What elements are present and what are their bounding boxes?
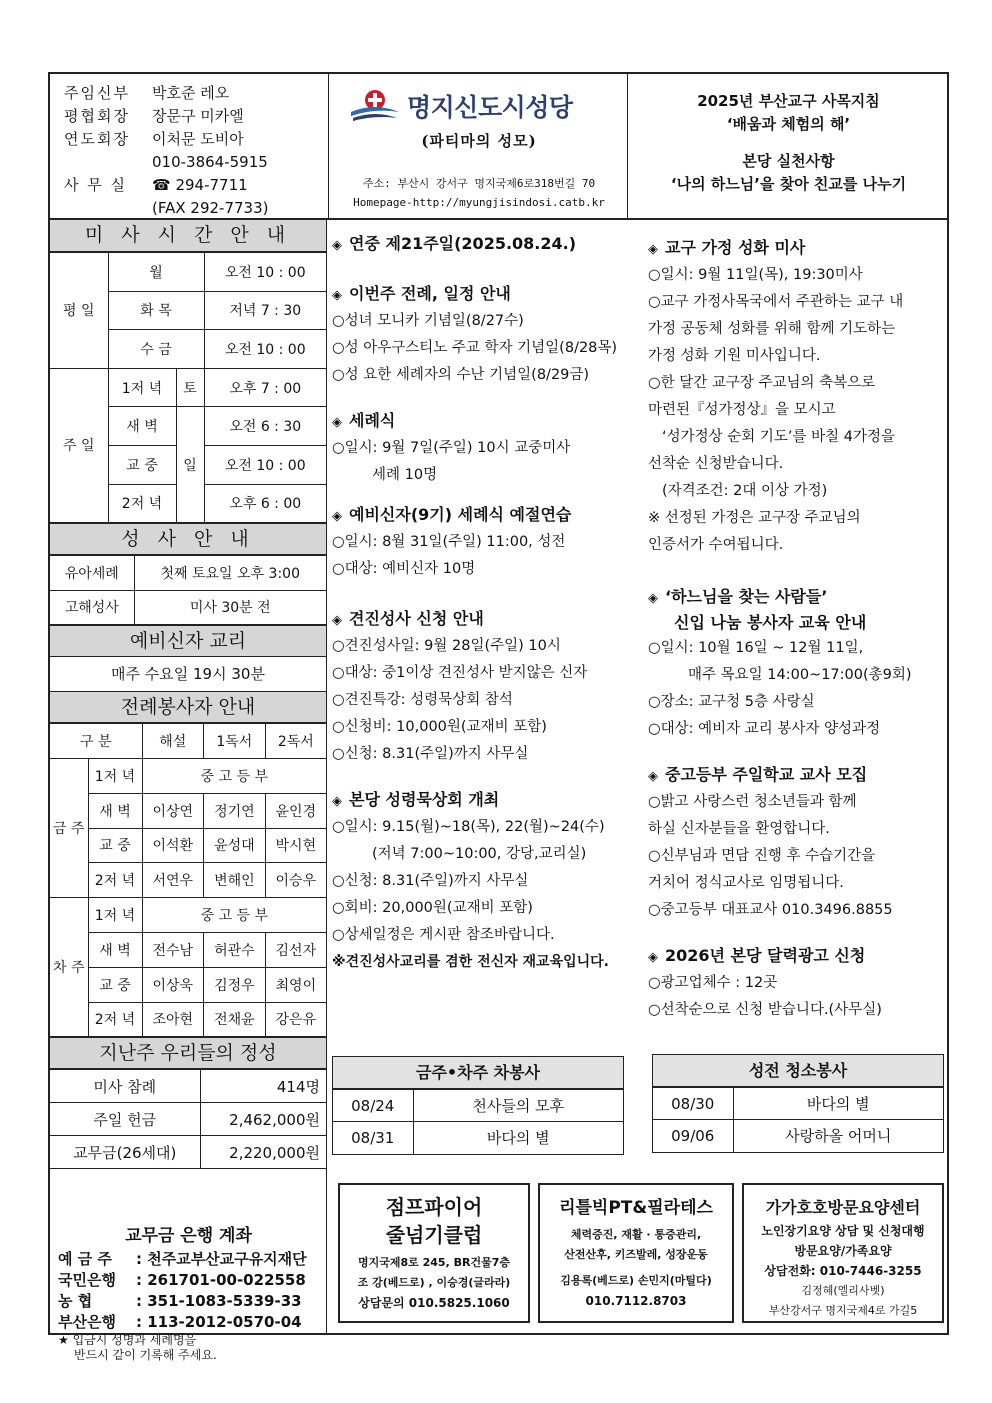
text-line: 체력증진, 재활 · 통증관리, bbox=[570, 1228, 702, 1241]
diamond-icon: ◈ bbox=[648, 950, 658, 965]
table-cell: 1저 녁 bbox=[108, 368, 176, 407]
table-cell: 박시현 bbox=[265, 828, 326, 863]
table-cell: 화 목 bbox=[108, 291, 204, 330]
text-line: 리틀빅PT&필라테스 bbox=[559, 1198, 713, 1218]
practice-line: 본당 실천사항 bbox=[742, 152, 835, 170]
text-line: 줄넘기클럽 bbox=[385, 1223, 483, 1247]
text-line: ○대상: 예비신자 10명 bbox=[332, 561, 476, 577]
catechumen-title: 예비신자 교리 bbox=[50, 625, 326, 657]
table-cell: 최영이 bbox=[265, 967, 326, 1002]
weekday-label: 평 일 bbox=[50, 253, 108, 369]
table-cell: 주일 헌금 bbox=[50, 1103, 200, 1136]
table-cell: 중 고 등 부 bbox=[142, 758, 326, 793]
text-line: 점프파이어 bbox=[385, 1195, 483, 1219]
text-line: ○중고등부 대표교사 010.3496.8855 bbox=[648, 902, 893, 918]
diamond-icon: ◈ bbox=[332, 613, 342, 628]
table-cell: 교 중 bbox=[88, 967, 142, 1002]
text-line: 가정 공동체 성화를 위해 함께 기도하는 bbox=[648, 321, 896, 337]
text-line: 010.7112.8703 bbox=[585, 1294, 687, 1308]
diamond-icon: ◈ bbox=[332, 238, 342, 253]
address: 주소: 부산시 강서구 명지국제6로318번길 70 bbox=[362, 177, 596, 190]
header bbox=[50, 74, 947, 220]
table-title: 성전 청소봉사 bbox=[653, 1055, 943, 1087]
table-cell: 교 중 bbox=[88, 828, 142, 863]
table-cell: 전수남 bbox=[142, 932, 204, 967]
staff-list: 주임신부 박호준 레오 평협회장 장문구 미카엘 연도회장 이처문 도비아 010-3864-5915 사 무 실 ☎ 294-7711 (FAX 292-7733) bbox=[64, 84, 269, 217]
car-service-table bbox=[332, 1056, 624, 1155]
table-cell: 08/24 bbox=[333, 1090, 413, 1122]
stats-title: 지난주 우리들의 정성 bbox=[50, 1037, 326, 1069]
text-line: ○대상: 중1이상 견진성사 받지않은 신자 bbox=[332, 665, 588, 681]
table-cell: 새 벽 bbox=[88, 932, 142, 967]
text-line: 산전산후, 키즈발레, 성장운동 bbox=[564, 1248, 708, 1261]
bank-note: 반드시 같이 기록해 주세요. bbox=[74, 1348, 217, 1362]
text-line: 가정 성화 기원 미사입니다. bbox=[648, 348, 821, 364]
text-line: ○밝고 사랑스런 청소년들과 함께 bbox=[648, 794, 857, 810]
text-line: ○성 요한 세례자의 수난 기념일(8/29금) bbox=[332, 367, 590, 383]
text-line: 상담전화: 010-7446-3255 bbox=[764, 1264, 922, 1278]
table-cell: 2독서 bbox=[265, 724, 326, 759]
table-cell: 사랑하올 어머니 bbox=[733, 1120, 943, 1152]
section-title: ◈ 예비신자(9기) 세례식 예절연습 bbox=[332, 505, 572, 524]
text-line: 가가호호방문요양센터 bbox=[765, 1198, 921, 1217]
text-line: 노인장기요양 상담 및 신청대행 bbox=[761, 1224, 925, 1238]
servers-title: 전례봉사자 안내 bbox=[50, 691, 326, 723]
text-line: 하실 신자분들을 환영합니다. bbox=[648, 821, 830, 837]
text-line: 부산강서구 명지국제4로 가길5 bbox=[768, 1304, 918, 1317]
mass-table bbox=[50, 252, 326, 523]
table-cell: 천사들의 모후 bbox=[413, 1090, 623, 1122]
bank-account-row: 국민은행 : 261701-00-022558 bbox=[58, 1271, 306, 1289]
text-line: ○일시: 9월 7일(주일) 10시 교중미사 bbox=[332, 440, 571, 456]
ad-jumpfire bbox=[338, 1183, 530, 1323]
table-cell: 오전 10 : 00 bbox=[204, 445, 326, 484]
text-line: ○일시: 8월 31일(주일) 11:00, 성전 bbox=[332, 534, 566, 550]
text-line: ○장소: 교구청 5층 사랑실 bbox=[648, 694, 815, 710]
table-cell: 미사 30분 전 bbox=[134, 590, 326, 625]
text-line: 거치어 정식교사로 임명됩니다. bbox=[648, 875, 844, 891]
table-cell: 08/30 bbox=[653, 1088, 733, 1120]
text-line: 명지국제8로 245, BR건물7층 bbox=[358, 1256, 510, 1269]
text-line: ○일시: 10월 16일 ~ 12월 11일, bbox=[648, 640, 864, 656]
text-line: (자격조건: 2대 이상 가정) bbox=[662, 483, 828, 499]
bank-note: ★ 입금시 성명과 세례명을 bbox=[58, 1333, 197, 1347]
section-title: ◈ 2026년 본당 달력광고 신청 bbox=[648, 946, 866, 965]
cleaning-service-table bbox=[652, 1054, 944, 1153]
table-cell: 중 고 등 부 bbox=[142, 898, 326, 933]
text-line: ○상세일정은 게시판 참조바랍니다. bbox=[332, 927, 555, 943]
diamond-icon: ◈ bbox=[332, 509, 342, 524]
text-line: 김용록(베드로) 손민지(마틸다) bbox=[560, 1274, 712, 1287]
parish-logo-icon bbox=[349, 88, 401, 124]
table-cell: 오전 6 : 30 bbox=[204, 407, 326, 446]
table-cell: 미사 참례 bbox=[50, 1070, 200, 1103]
ad-care-center bbox=[742, 1183, 944, 1323]
table-cell: 2,220,000원 bbox=[200, 1136, 326, 1169]
table-cell: 윤성대 bbox=[204, 828, 266, 863]
text-line: ○일시: 9월 11일(목), 19:30미사 bbox=[648, 267, 863, 283]
ad-littlebig bbox=[538, 1183, 734, 1323]
parish-subtitle: (파티마의 성모) bbox=[421, 132, 537, 150]
bank-title: 교무금 은행 계좌 bbox=[125, 1226, 252, 1246]
table-cell: 월 bbox=[108, 253, 204, 292]
table-cell: 2저 녁 bbox=[88, 1002, 142, 1037]
announcements-col-1 bbox=[332, 220, 642, 976]
servers-table bbox=[50, 723, 326, 1037]
bank-account-row: 부산은행 : 113-2012-0570-04 bbox=[58, 1313, 302, 1331]
text-line: ○회비: 20,000원(교재비 포함) bbox=[332, 900, 533, 916]
table-title: 금주•차주 차봉사 bbox=[333, 1057, 623, 1089]
mass-title: 미 사 시 간 안 내 bbox=[50, 220, 326, 252]
table-cell: 1저 녁 bbox=[88, 758, 142, 793]
section-title: ◈ 견진성사 신청 안내 bbox=[332, 609, 484, 628]
table-cell: 구 분 bbox=[50, 724, 142, 759]
bank-account-row: 예 금 주 : 천주교부산교구유지재단 bbox=[58, 1250, 307, 1268]
table-cell: 1저 녁 bbox=[88, 898, 142, 933]
address-block bbox=[329, 174, 629, 212]
text-line: ○견진성사일: 9월 28일(주일) 10시 bbox=[332, 638, 561, 654]
homepage-link[interactable]: Homepage-http://myungjisindosi.catb.kr bbox=[353, 196, 605, 209]
stats-table bbox=[50, 1069, 326, 1169]
left-column bbox=[50, 220, 327, 1362]
table-cell: 해설 bbox=[142, 724, 204, 759]
bank-account-row: 농 협 : 351-1083-5339-33 bbox=[58, 1292, 302, 1310]
sacrament-title: 성 사 안 내 bbox=[50, 523, 326, 555]
section-title: ◈ 연중 제21주일(2025.08.24.) bbox=[332, 234, 577, 253]
table-cell: 새 벽 bbox=[88, 793, 142, 828]
text-line: ○신부님과 면담 진행 후 수습기간을 bbox=[648, 848, 876, 864]
text-line: ○신청비: 10,000원(교재비 포함) bbox=[332, 719, 547, 735]
table-cell: 2저 녁 bbox=[108, 484, 176, 523]
table-cell: 1독서 bbox=[204, 724, 266, 759]
text-line: 인증서가 수여됩니다. bbox=[648, 537, 784, 553]
table-cell: 바다의 별 bbox=[413, 1122, 623, 1154]
text-line: ○일시: 9.15(월)~18(목), 22(월)~24(수) bbox=[332, 819, 605, 835]
table-cell: 전채윤 bbox=[204, 1002, 266, 1037]
diamond-icon: ◈ bbox=[648, 591, 658, 606]
table-cell: 허관수 bbox=[204, 932, 266, 967]
table-cell: 오전 10 : 00 bbox=[204, 330, 326, 369]
section-title: ◈ 교구 가정 성화 미사 bbox=[648, 238, 806, 257]
table-cell: 유아세례 bbox=[50, 556, 134, 591]
practice-line: ‘나의 하느님’을 찾아 친교를 나누기 bbox=[670, 175, 907, 193]
table-cell: 이석환 bbox=[142, 828, 204, 863]
motto-block bbox=[630, 90, 947, 196]
text-line: 선착순 신청받습니다. bbox=[648, 456, 784, 472]
text-line: ※ 선정된 가정은 교구장 주교님의 bbox=[648, 510, 861, 526]
table-cell: 김정우 bbox=[204, 967, 266, 1002]
diamond-icon: ◈ bbox=[332, 288, 342, 303]
section-title: ◈ 중고등부 주일학교 교사 모집 bbox=[648, 765, 868, 784]
text-line: ○교구 가정사목국에서 주관하는 교구 내 bbox=[648, 294, 904, 310]
table-cell: 토 bbox=[176, 368, 204, 407]
text-line: ○성 아우구스티노 주교 학자 기념일(8/28목) bbox=[332, 340, 618, 356]
text-line: ○견진특강: 성령묵상회 참석 bbox=[332, 692, 513, 708]
table-cell: 414명 bbox=[200, 1070, 326, 1103]
motto-line: 2025년 부산교구 사목지침 bbox=[697, 92, 880, 110]
table-cell: 이상연 bbox=[142, 793, 204, 828]
table-cell: 오전 10 : 00 bbox=[204, 253, 326, 292]
table-cell: 2,462,000원 bbox=[200, 1103, 326, 1136]
next-week-label: 차 주 bbox=[50, 898, 88, 1037]
text-line: ※견진성사교리를 겸한 전신자 재교육입니다. bbox=[332, 954, 609, 970]
section-title: ◈ 세례식 bbox=[332, 411, 396, 430]
table-cell: 새 벽 bbox=[108, 407, 176, 446]
diamond-icon: ◈ bbox=[332, 794, 342, 809]
parish-name: 명지신도시성당 bbox=[407, 93, 573, 122]
text-line: 세례 10명 bbox=[372, 467, 438, 483]
table-cell: 이상욱 bbox=[142, 967, 204, 1002]
table-cell: 일 bbox=[176, 407, 204, 523]
text-line: ○대상: 예비자 교리 봉사자 양성과정 bbox=[648, 721, 881, 737]
diamond-icon: ◈ bbox=[648, 769, 658, 784]
table-cell: 고해성사 bbox=[50, 590, 134, 625]
text-line: ‘성가정상 순회 기도’를 바칠 4가정을 bbox=[662, 429, 895, 445]
text-line: 상담문의 010.5825.1060 bbox=[358, 1296, 510, 1310]
table-cell: 교무금(26세대) bbox=[50, 1136, 200, 1169]
table-cell: 오후 7 : 00 bbox=[204, 368, 326, 407]
announcements-col-2 bbox=[648, 220, 944, 1024]
table-cell: 변해인 bbox=[204, 863, 266, 898]
table-cell: 09/06 bbox=[653, 1120, 733, 1152]
text-line: (저녁 7:00~10:00, 강당,교리실) bbox=[372, 846, 587, 862]
text-line: 매주 목요일 14:00~17:00(총9회) bbox=[688, 667, 912, 683]
diamond-icon: ◈ bbox=[648, 242, 658, 257]
text-line: ○한 달간 교구장 주교님의 축복으로 bbox=[648, 375, 876, 391]
this-week-label: 금 주 bbox=[50, 758, 88, 897]
table-cell: 윤인경 bbox=[265, 793, 326, 828]
section-title: ◈ 본당 성령묵상회 개최 bbox=[332, 790, 500, 809]
catechumen-time: 매주 수요일 19시 30분 bbox=[111, 665, 265, 684]
parish-logo-block bbox=[328, 74, 628, 218]
table-cell: 서연우 bbox=[142, 863, 204, 898]
text-line: 마련된『성가정상』을 모시고 bbox=[648, 402, 836, 418]
text-line: ○성녀 모니카 기념일(8/27수) bbox=[332, 313, 524, 329]
table-cell: 조아현 bbox=[142, 1002, 204, 1037]
table-cell: 수 금 bbox=[108, 330, 204, 369]
table-cell: 이승우 bbox=[265, 863, 326, 898]
bank-accounts bbox=[50, 1220, 327, 1369]
sacrament-table bbox=[50, 555, 326, 625]
table-cell: 첫째 토요일 오후 3:00 bbox=[134, 556, 326, 591]
text-line: ○신청: 8.31(주일)까지 사무실 bbox=[332, 746, 529, 762]
announcements bbox=[328, 220, 947, 1335]
bulletin-frame bbox=[48, 72, 949, 1362]
section-title: ◈ ‘하느님을 찾는 사람들’ bbox=[648, 587, 828, 606]
table-cell: 2저 녁 bbox=[88, 863, 142, 898]
table-cell: 오후 6 : 00 bbox=[204, 484, 326, 523]
table-cell: 바다의 별 bbox=[733, 1088, 943, 1120]
section-title: 신입 나눔 봉사자 교육 안내 bbox=[674, 613, 867, 632]
diamond-icon: ◈ bbox=[332, 415, 342, 430]
text-line: ○선착순으로 신청 받습니다.(사무실) bbox=[648, 1002, 882, 1018]
table-cell: 김선자 bbox=[265, 932, 326, 967]
table-cell: 교 중 bbox=[108, 445, 176, 484]
text-line: 김정혜(엘리사벳) bbox=[801, 1284, 885, 1297]
text-line: ○광고업체수 : 12곳 bbox=[648, 975, 778, 991]
section-title: ◈ 이번주 전례, 일정 안내 bbox=[332, 284, 511, 303]
text-line: 조 강(베드로) , 이승경(글라라) bbox=[357, 1276, 511, 1289]
table-cell: 정기연 bbox=[204, 793, 266, 828]
table-cell: 강은유 bbox=[265, 1002, 326, 1037]
table-cell: 저녁 7 : 30 bbox=[204, 291, 326, 330]
text-line: 방문요양/가족요양 bbox=[794, 1244, 892, 1258]
sunday-label: 주 일 bbox=[50, 368, 108, 522]
table-cell: 08/31 bbox=[333, 1122, 413, 1154]
motto-line: ‘배움과 체험의 해’ bbox=[726, 115, 851, 133]
text-line: ○신청: 8.31(주일)까지 사무실 bbox=[332, 873, 529, 889]
